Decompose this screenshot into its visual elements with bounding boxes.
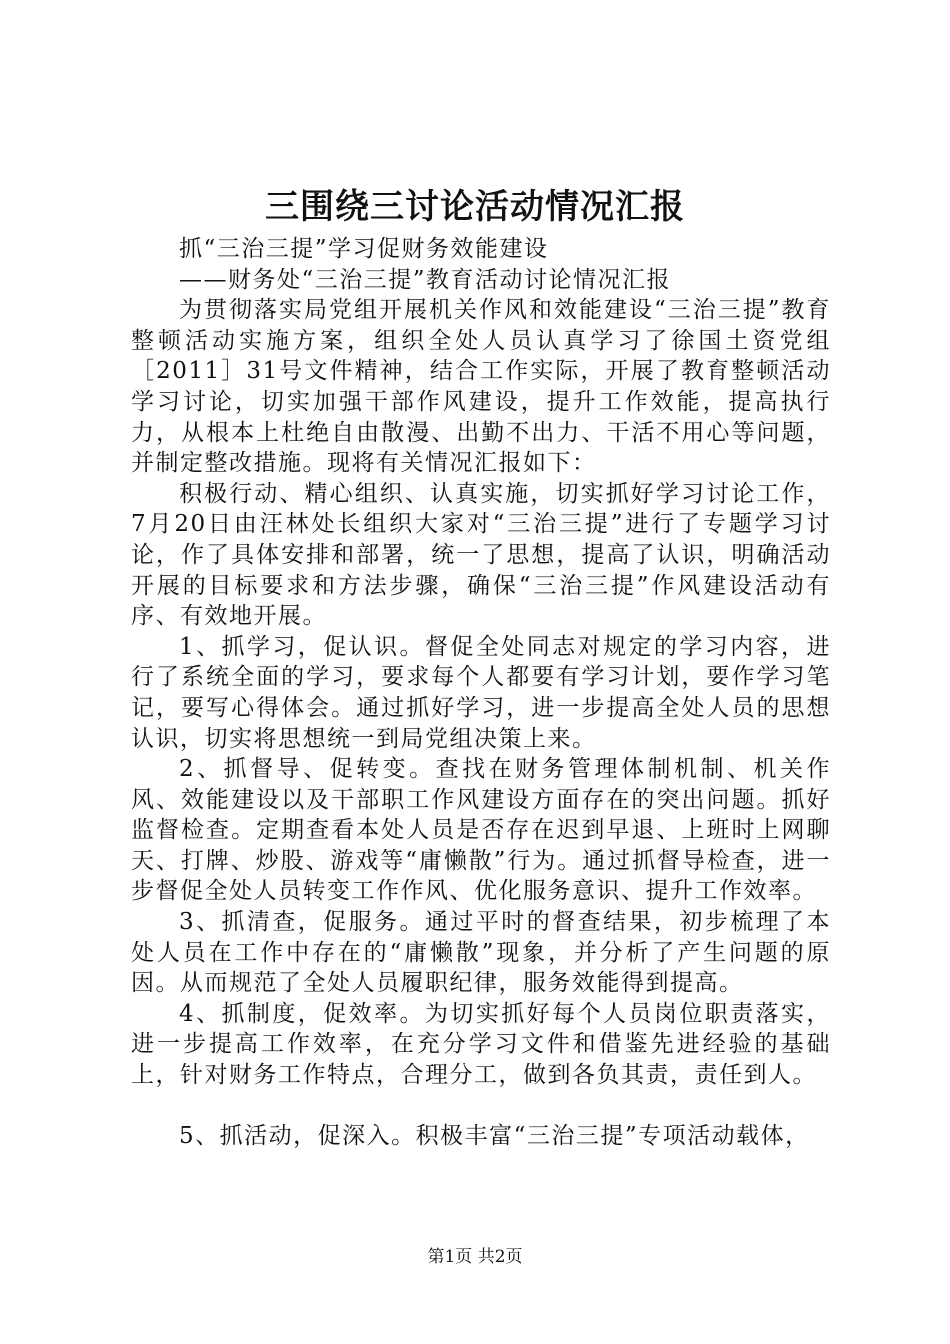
paragraph-item-4: 4、抓制度，促效率。为切实抓好每个人员岗位职责落实，进一步提高工作效率，在充分学习文件和借鉴先进经验的基础上，针对财务工作特点，合理分工，做到各负其责，责任到人。 xyxy=(131,1000,831,1089)
paragraph-action: 积极行动、精心组织、认真实施，切实抓好学习讨论工作，7月20日由汪林处长组织大家对“三治三提”进行了专题学习讨论，作了具体安排和部署，统一了思想，提高了认识，明确活动开展的目标要求和方法步骤，确保“三治三提”作风建设活动有序、有效地开展。 xyxy=(131,480,831,630)
subtitle-line-2: ——财务处“三治三提”教育活动讨论情况汇报 xyxy=(179,266,672,293)
paragraph-spacer xyxy=(131,1091,831,1121)
paragraph-item-1: 1、抓学习，促认识。督促全处同志对规定的学习内容，进行了系统全面的学习，要求每个人都要有学习计划，要作学习笔记，要写心得体会。通过抓好学习，进一步提高全处人员的思想认识，切实将思想统一到局党组决策上来。 xyxy=(131,633,831,752)
document-body xyxy=(131,234,831,1151)
paragraph-item-2: 2、抓督导、促转变。查找在财务管理体制机制、机关作风、效能建设以及干部职工作风建设方面存在的突出问题。抓好监督检查。定期查看本处人员是否存在迟到早退、上班时上网聊天、打牌、炒股、游戏等“庸懒散”行为。通过抓督导检查，进一步督促全处人员转变工作作风、优化服务意识、提升工作效率。 xyxy=(131,756,831,905)
paragraph-item-5: 5、抓活动，促深入。积极丰富“三治三提”专项活动载体， xyxy=(179,1122,810,1149)
subtitle-line-1: 抓“三治三提”学习促财务效能建设 xyxy=(179,236,549,262)
paragraph-item-3: 3、抓清查，促服务。通过平时的督查结果，初步梳理了本处人员在工作中存在的“庸懒散”现象，并分析了产生问题的原因。从而规范了全处人员履职纪律，服务效能得到提高。 xyxy=(131,909,831,997)
paragraph-intro: 为贯彻落实局党组开展机关作风和效能建设“三治三提”教育整顿活动实施方案，组织全处人员认真学习了徐国土资党组［2011］31号文件精神，结合工作实际，开展了教育整顿活动学习讨论，切实加强干部作风建设，提升工作效能，提高执行力，从根本上杜绝自由散漫、出勤不出力、干活不用心等问题，并制定整改措施。现将有关情况汇报如下： xyxy=(131,297,831,477)
page-footer: 第1页 共2页 xyxy=(427,1247,523,1267)
document-title: 三围绕三讨论活动情况汇报 xyxy=(265,187,685,227)
